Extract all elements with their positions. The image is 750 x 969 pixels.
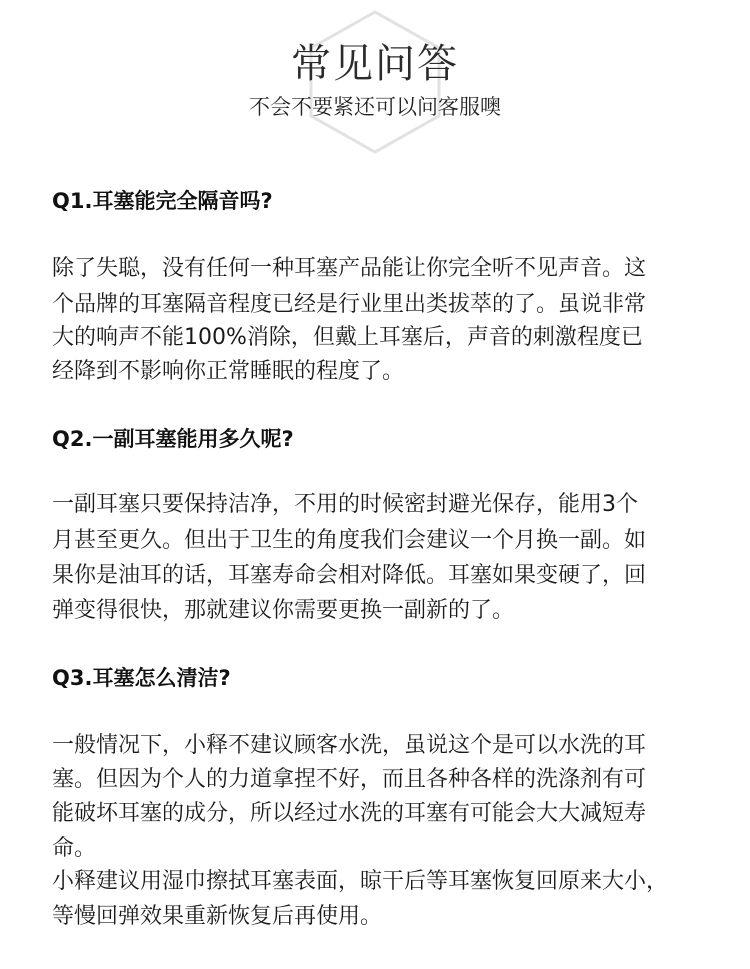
faq-answer-1-line-3: 大的响声不能100%消除，但戴上耳塞后，声音的刺激程度已 bbox=[52, 325, 643, 350]
faq-answer-3-line-2: 塞。但因为个人的力道拿捏不好，而且各种各样的洗涤剂有可 bbox=[52, 767, 647, 792]
faq-question-2: Q2.一副耳塞能用多久呢? bbox=[52, 427, 294, 451]
faq-answer-3-line-4: 命。 bbox=[52, 836, 97, 861]
faq-answer-2-line-3: 果你是油耳的话，耳塞寿命会相对降低。耳塞如果变硬了，回 bbox=[52, 563, 647, 588]
faq-question-1: Q1.耳塞能完全隔音吗? bbox=[52, 189, 273, 213]
faq-answer-2-line-1: 一副耳塞只要保持洁净，不用的时候密封避光保存，能用3个 bbox=[52, 492, 638, 517]
page-header bbox=[0, 0, 750, 160]
faq-answer-1-line-1: 除了失聪，没有任何一种耳塞产品能让你完全听不见声音。这 bbox=[52, 256, 647, 281]
faq-answer-3-line-5: 小释建议用湿巾擦拭耳塞表面，晾干后等耳塞恢复回原来大小， bbox=[52, 869, 669, 894]
faq-answer-3-line-6: 等慢回弹效果重新恢复后再使用。 bbox=[52, 904, 383, 929]
faq-answer-2-line-4: 弹变得很快，那就建议你需要更换一副新的了。 bbox=[52, 598, 515, 623]
faq-answer-1-line-4: 经降到不影响你正常睡眠的程度了。 bbox=[52, 359, 405, 384]
faq-answer-2-line-2: 月甚至更久。但出于卫生的角度我们会建议一个月换一副。如 bbox=[52, 528, 647, 553]
faq-answer-3-line-1: 一般情况下，小释不建议顾客水洗，虽说这个是可以水洗的耳 bbox=[52, 733, 647, 758]
faq-answer-3-line-3: 能破坏耳塞的成分，所以经过水洗的耳塞有可能会大大减短寿 bbox=[52, 801, 647, 826]
page-title: 常见问答 bbox=[291, 41, 459, 87]
faq-answer-1-line-2: 个品牌的耳塞隔音程度已经是行业里出类拔萃的了。虽说非常 bbox=[52, 292, 647, 317]
page-subtitle: 不会不要紧还可以问客服噢 bbox=[249, 95, 501, 119]
faq-question-3: Q3.耳塞怎么清洁? bbox=[52, 666, 231, 690]
